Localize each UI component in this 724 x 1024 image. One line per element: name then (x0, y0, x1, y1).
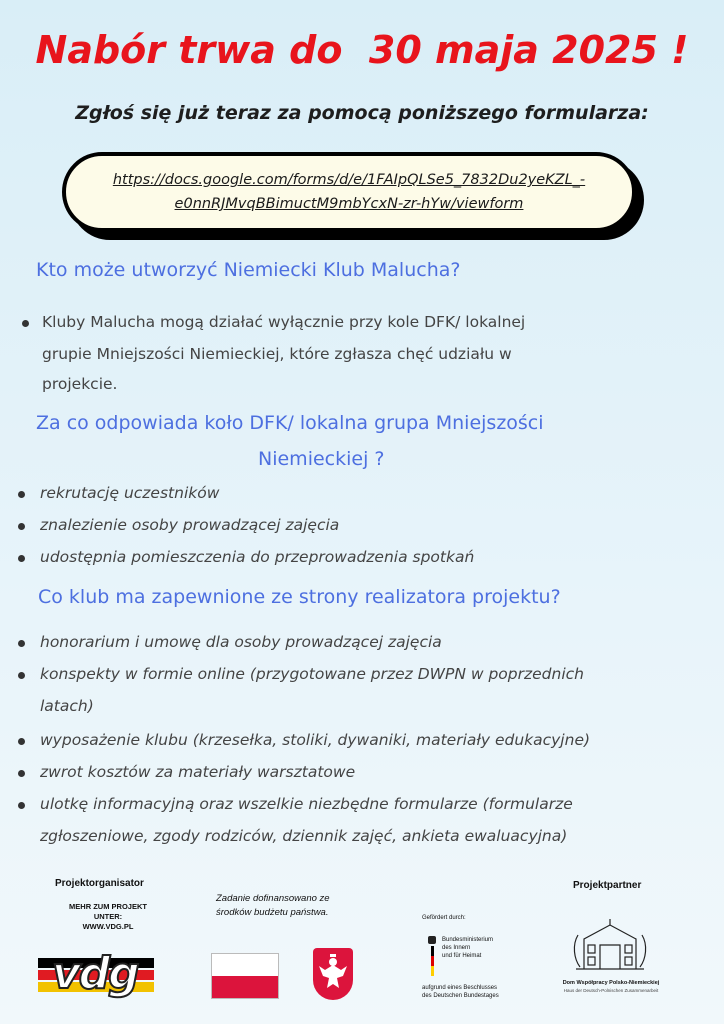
section2-title-line2: Niemieckiej ? (258, 448, 385, 470)
bullet-dot (18, 491, 25, 498)
vdg-logo-text: vdg (52, 948, 138, 999)
section3-item: konspekty w formie online (przygotowane przez DWPN w poprzednich (40, 665, 584, 683)
gefoerdert-label: Gefördert durch: (422, 915, 466, 921)
bullet-dot (22, 320, 29, 327)
vdg-logo (38, 948, 154, 1004)
subheadline: Zgłoś się już teraz za pomocą poniższego formularza: (75, 102, 649, 124)
section2-title-line1: Za co odpowiada koło DFK/ lokalna grupa Mniejszości (36, 412, 544, 434)
partner-label: Projektpartner (573, 880, 642, 891)
funding-line1: Zadanie dofinansowano ze (216, 893, 330, 904)
organizer-label: Projektorganisator (55, 878, 144, 889)
bullet-dot (18, 640, 25, 647)
partner-building-logo (570, 915, 650, 973)
bullet-dot (18, 555, 25, 562)
bmi-line2: des Innern (442, 945, 471, 951)
beschluss-text (422, 984, 499, 1000)
bullet-dot (18, 770, 25, 777)
section1-line3: projekcie. (42, 375, 118, 393)
more-info (60, 902, 156, 932)
form-link-line1[interactable]: https://docs.google.com/forms/d/e/1FAIpQLSe5_7832Du2yeKZL_- (112, 172, 586, 188)
headline: Nabór trwa do 30 maja 2025 ! (35, 28, 689, 72)
section3-item: honorarium i umowę dla osoby prowadzącej zajęcia (40, 633, 442, 651)
more-line1: MEHR ZUM PROJEKT (69, 902, 147, 911)
bmi-line1: Bundesministerium (442, 937, 494, 943)
section2-item: znalezienie osoby prowadzącej zajęcia (40, 516, 340, 534)
partner-name: Dom Współpracy Polsko-Niemieckiej (562, 980, 660, 986)
section3-title: Co klub ma zapewnione ze strony realizatora projektu? (38, 586, 561, 608)
bullet-dot (18, 802, 25, 809)
beschluss-line2: des Deutschen Bundestages (422, 993, 499, 999)
polish-flag (211, 953, 279, 999)
section1-line2: grupie Mniejszości Niemieckiej, które zgłasza chęć udziału w (42, 345, 512, 363)
beschluss-line1: aufgrund eines Beschlusses (422, 985, 498, 991)
partner-sub: Haus der Deutsch-Polnischen Zusammenarbeit (563, 988, 659, 993)
bullet-dot (18, 523, 25, 530)
funding-text (216, 892, 330, 920)
section3-item: zwrot kosztów za materiały warsztatowe (40, 763, 356, 781)
more-line3[interactable]: WWW.VDG.PL (82, 922, 134, 931)
bmi-line3: und für Heimat (442, 953, 482, 959)
section3-item: ulotkę informacyjną oraz wszelkie niezbędne formularze (formularze (40, 795, 573, 813)
section3-item-cont: latach) (40, 697, 94, 715)
form-link-box (62, 152, 636, 232)
section1-title: Kto może utworzyć Niemiecki Klub Malucha? (36, 259, 461, 281)
section2-item: rekrutację uczestników (40, 484, 220, 502)
bmi-logo (422, 932, 512, 976)
section1-line1: Kluby Malucha mogą działać wyłącznie przy kole DFK/ lokalnej (42, 313, 526, 331)
section3-item: wyposażenie klubu (krzesełka, stoliki, dywaniki, materiały edukacyjne) (40, 731, 591, 749)
section2-item: udostępnia pomieszczenia do przeprowadzenia spotkań (40, 548, 475, 566)
more-line2: UNTER: (93, 912, 123, 921)
bullet-dot (18, 738, 25, 745)
form-link-line2[interactable]: e0nnRJMvqBBimuctM9mbYcxN-zr-hYw/viewform (174, 196, 524, 212)
bullet-dot (18, 672, 25, 679)
funding-line2: środków budżetu państwa. (216, 907, 329, 918)
section3-item-cont: zgłoszeniowe, zgody rodziców, dziennik zajęć, ankieta ewaluacyjna) (40, 827, 568, 845)
polish-eagle-emblem (313, 948, 353, 1000)
